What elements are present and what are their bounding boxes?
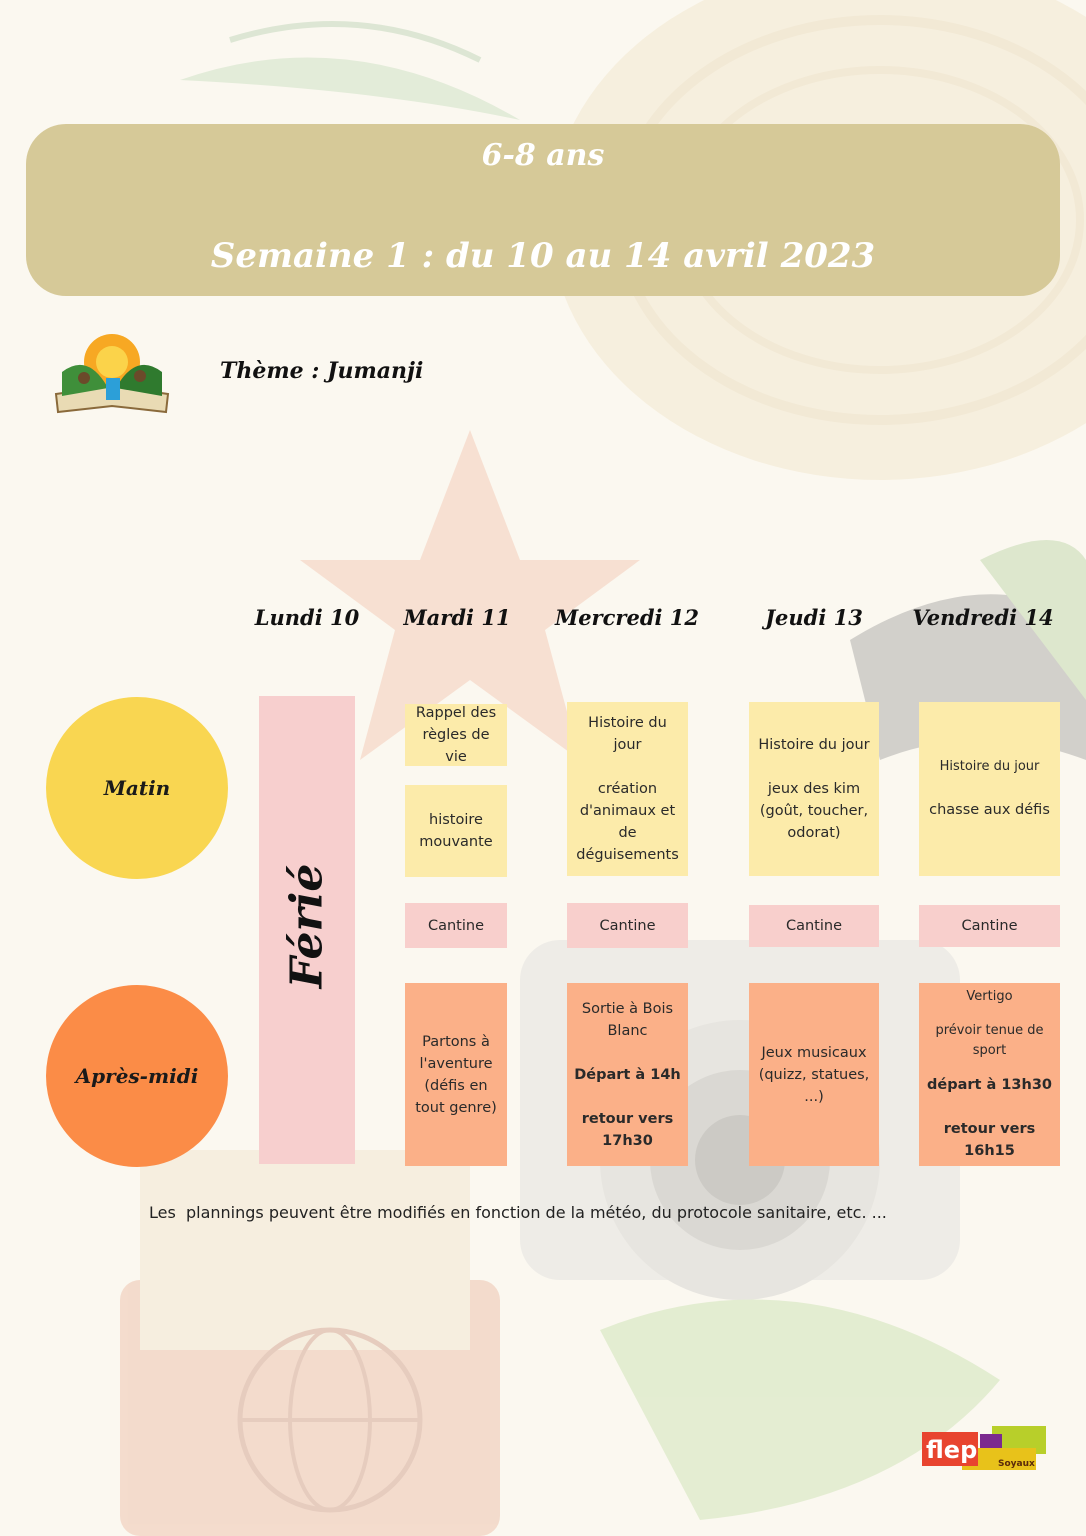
holiday-column (259, 696, 355, 1164)
activity-title: Vertigo (966, 989, 1013, 1004)
lunch-label: Cantine (785, 918, 843, 934)
activity-line: (quizz, statues, (758, 1066, 870, 1083)
activity-line: (défis en (424, 1077, 488, 1094)
day-header-mardi: Mardi 11 (403, 605, 511, 630)
lunch-label: Cantine (961, 918, 1018, 934)
mardi-morning-1 (405, 704, 507, 766)
activity-line: Rappel des (415, 705, 497, 721)
afternoon-circle (46, 985, 228, 1167)
activity-line: déguisements (576, 847, 679, 863)
activity-line: Partons à (422, 1033, 490, 1050)
jeudi-morning (749, 702, 879, 876)
activity-line: de (618, 825, 637, 841)
mercredi-lunch (567, 903, 688, 948)
morning-label: Matin (103, 776, 171, 800)
activity-line: (goût, toucher, (759, 803, 869, 819)
theme-label: Thème : Jumanji (220, 358, 424, 384)
day-header-lundi: Lundi 10 (254, 605, 360, 630)
mercredi-afternoon (567, 983, 688, 1166)
activity-line: Jeux musicaux (761, 1044, 867, 1061)
return-time: retour vers 16h15 (943, 1121, 1036, 1159)
lunch-label: Cantine (599, 917, 656, 934)
activity-title: Histoire du jour (588, 715, 667, 753)
activity-line: l'aventure (419, 1055, 493, 1072)
activity-line: règles de vie (422, 727, 490, 765)
activity-line: sport (972, 1042, 1007, 1058)
age-group-title: 6-8 ans (481, 138, 605, 173)
lunch-label: Cantine (427, 917, 485, 934)
day-header-mercredi: Mercredi 12 (554, 605, 700, 630)
activity-line: histoire (429, 812, 483, 828)
return-time: retour vers (581, 1110, 674, 1127)
mardi-morning-2 (405, 785, 507, 877)
activity-line: Blanc (607, 1022, 648, 1039)
activity-line: jeux des kim (767, 781, 861, 797)
footer-note: Les plannings peuvent être modifiés en fonction de la météo, du protocole sanitaire, etc. ... (149, 1203, 887, 1222)
holiday-label: Férié (281, 863, 333, 989)
flep-soyaux-logo (922, 1424, 1048, 1476)
day-header-jeudi: Jeudi 13 (765, 605, 863, 630)
mardi-afternoon (405, 983, 507, 1166)
activity-line: d'animaux et (579, 803, 676, 819)
departure-time: Départ à 14h (574, 1066, 681, 1083)
mardi-lunch (405, 903, 507, 948)
vendredi-morning (919, 702, 1060, 876)
departure-time: départ à 13h30 (926, 1077, 1053, 1094)
activity-title: Histoire du jour (939, 759, 1040, 774)
activity-title: Histoire du jour (758, 737, 870, 753)
activity-line: prévoir tenue de (935, 1022, 1044, 1038)
jumanji-book-icon (48, 332, 176, 420)
svg-text:Soyaux: Soyaux (998, 1459, 1035, 1469)
jeudi-afternoon (749, 983, 879, 1166)
jeudi-lunch (749, 905, 879, 947)
vendredi-afternoon (919, 983, 1060, 1166)
activity-line: ...) (804, 1088, 824, 1105)
return-time: 17h30 (602, 1132, 653, 1149)
activity-line: chasse aux défis (929, 802, 1050, 818)
activity-line: Sortie à Bois (581, 1000, 674, 1017)
mercredi-morning (567, 702, 688, 876)
activity-line: tout genre) (415, 1099, 497, 1116)
svg-text:flep: flep (926, 1436, 978, 1464)
week-title: Semaine 1 : du 10 au 14 avril 2023 (210, 236, 876, 276)
header-banner (26, 124, 1060, 296)
activity-line: mouvante (419, 834, 493, 850)
day-header-vendredi: Vendredi 14 (912, 605, 1054, 630)
activity-line: odorat) (787, 825, 841, 841)
afternoon-label: Après-midi (75, 1064, 199, 1088)
activity-line: création (597, 781, 658, 797)
morning-circle (46, 697, 228, 879)
vendredi-lunch (919, 905, 1060, 947)
